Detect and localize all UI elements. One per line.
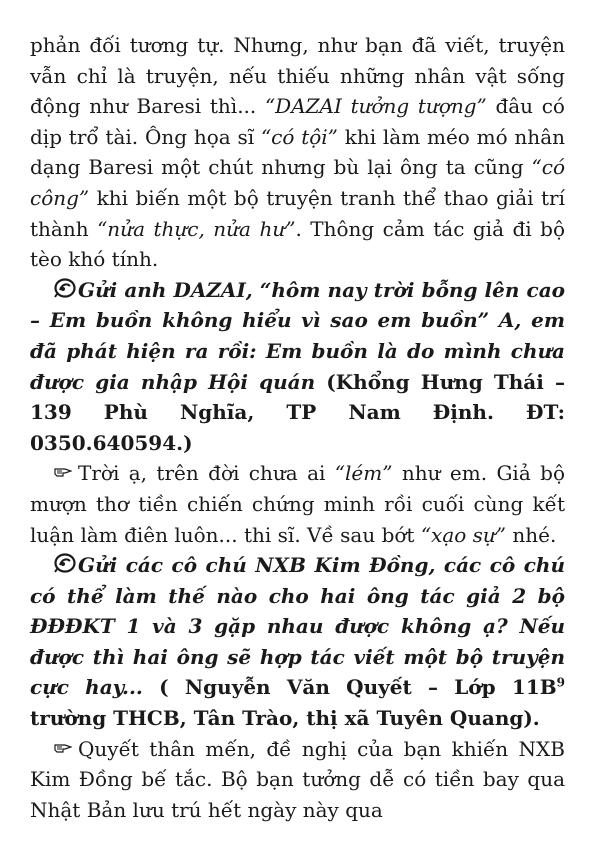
reader-letter-icon xyxy=(54,553,76,573)
quoted-phrase: “lém” xyxy=(334,461,393,486)
answer-text: khi làm méo mó nhân dạng Baresi một chút nhưng bù lại ông ta cũng xyxy=(30,124,565,180)
class-superscript: 9 xyxy=(556,675,565,690)
pointing-hand-icon xyxy=(54,466,72,478)
answer-text: Trời ạ, trên đời chưa ai xyxy=(78,461,335,486)
answer-text: Quyết thân mến, đề nghị của bạn khiến NXB Kim Đồng bế tắc. Bộ bạn tưởng dễ có tiền bay qua Nhật Bản lưu trú hết ngày này qua xyxy=(30,736,565,822)
answer-text: nhé. xyxy=(506,522,557,547)
answer-text: khi biến một bộ truyện tranh thể thao giải trí thành xyxy=(30,185,565,241)
quoted-phrase: “DAZAI tưởng tượng” xyxy=(264,94,487,119)
sender-info: (Khổng Hưng Thái – 139 Phù Nghĩa, TP Nam Định. ĐT: 0350.640594.) xyxy=(30,369,565,455)
reader-letter-icon xyxy=(54,278,76,298)
quoted-phrase: “xạo sự” xyxy=(420,522,507,547)
reader-question xyxy=(30,275,565,459)
sender-info: ( Nguyễn Văn Quyết – Lớp 11B xyxy=(142,675,557,700)
sender-info: trường THCB, Tân Trào, thị xã Tuyên Quang). xyxy=(30,706,540,731)
answer-text: đâu có dịp trổ tài. Ông họa sĩ xyxy=(30,94,565,149)
answer-text: phản đối tương tự. Nhưng, như bạn đã viết, truyện vẫn chỉ là truyện, nếu thiếu những nhân vật sống động như Baresi thì... xyxy=(30,33,565,119)
answer-text: . Thông cảm tác giả đi bộ tèo khó tính. xyxy=(30,216,565,272)
question-text: Gửi anh DAZAI, “hôm nay trời bỗng lên cao – Em buồn không hiểu vì sao em buồn” A, em đã phát hiện ra rồi: Em buồn là do mình chưa được gia nhập Hội quán xyxy=(30,277,565,394)
quoted-phrase: “nửa thực, nửa hư” xyxy=(97,216,296,241)
answer-paragraph xyxy=(30,30,565,275)
answer-paragraph xyxy=(30,734,565,826)
reader-question xyxy=(30,550,565,734)
answer-paragraph xyxy=(30,458,565,550)
pointing-hand-icon xyxy=(54,742,72,754)
answer-text: như em. Giả bộ mượn thơ tiền chiến chứng minh rồi cuối cùng kết luận làm điên luôn... thi sĩ. Về sau bớt xyxy=(30,461,565,547)
quoted-phrase: “có tội” xyxy=(260,124,338,149)
question-text: Gửi các cô chú NXB Kim Đồng, các cô chú có thể làm thế nào cho hai ông tác giả 2 bộ ĐĐĐKT 1 và 3 gặp nhau được không ạ? Nếu được thì hai ông sẽ hợp tác viết một bộ truyện cực hay... xyxy=(30,553,565,700)
quoted-phrase: “có công” xyxy=(30,155,565,210)
